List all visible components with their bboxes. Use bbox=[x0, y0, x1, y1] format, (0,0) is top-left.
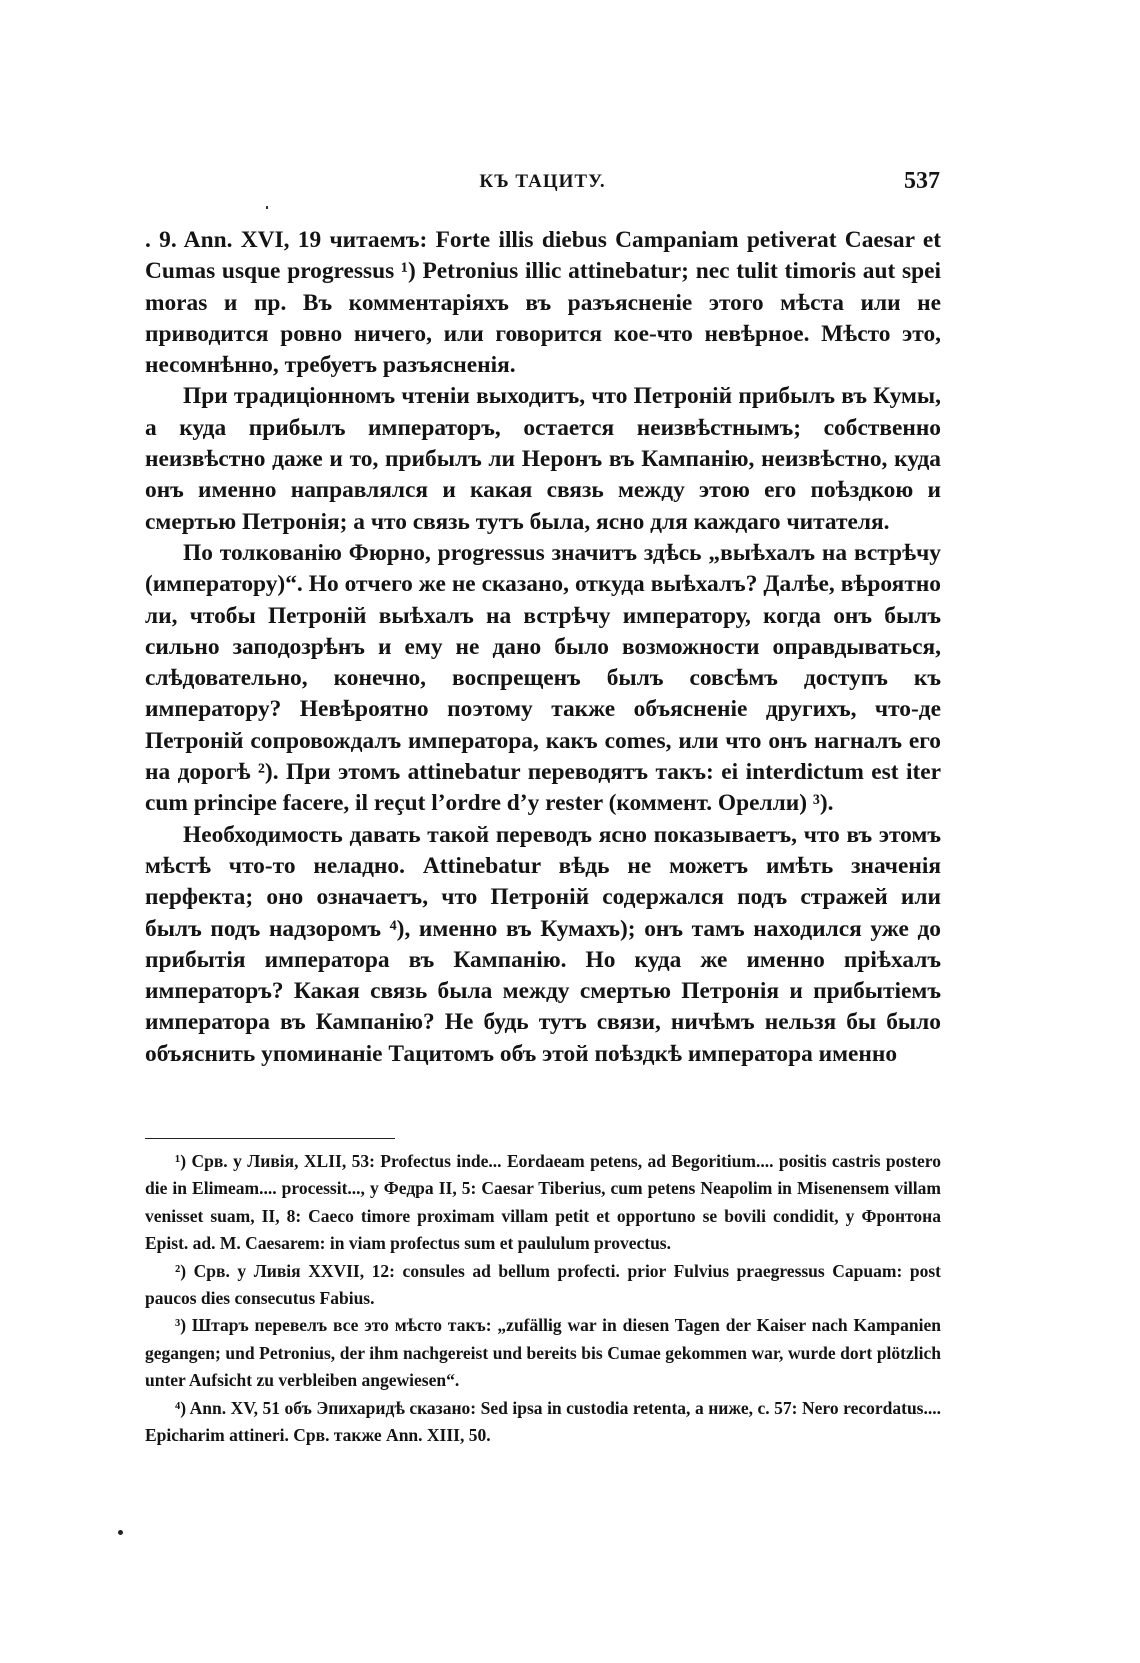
main-text bbox=[145, 225, 941, 1070]
footnote: ³) Штаръ перевелъ все это мѣсто такъ: „zufällig war in diesen Tagen der Kaiser nach Kampanien gegangen; und Petronius, der ihm nachgereist und bereits bis Cumae gekommen war, wurde dort plötzlich unter Aufsicht zu verbleiben angewiesen“. bbox=[145, 1315, 941, 1391]
page-number: 537 bbox=[904, 168, 940, 194]
paragraph: По толкованію Фюрно, progressus значитъ здѣсь „выѣхалъ на встрѣчу (императору)“. Но отчего же не сказано, откуда выѣхалъ? Далѣе, вѣроятно ли, чтобы Петроній выѣхалъ на встрѣчу императору, когда онъ былъ сильно заподозрѣнъ и ему не дано было возможности оправдываться, слѣдовательно, конечно, воспрещенъ былъ совсѣмъ доступъ къ императору? Невѣроятно поэтому также объясненіе другихъ, что-де Петроній сопровождалъ императора, какъ comes, или что онъ нагналъ его на дорогѣ ²). При этомъ attinebatur переводятъ такъ: ei interdictum est iter cum principe facere, il reçut l’ordre d’y rester (коммент. Орелли) ³). bbox=[145, 539, 941, 817]
print-speck bbox=[118, 1530, 123, 1535]
paragraph: . 9. Ann. XVI, 19 читаемъ: Forte illis diebus Campaniam petiverat Caesar et Cumas usque progressus ¹) Petronius illic attinebatur; nec tulit timoris aut spei moras и пр. Въ комментаріяхъ въ разъясненіе этого мѣста или не приводится ровно ничего, или говорится кое-что невѣрное. Мѣсто это, несомнѣнно, требуетъ разъясненія. bbox=[145, 227, 941, 379]
footnote: ¹) Срв. у Ливія, XLII, 53: Profectus inde... Eordaeam petens, ad Begoritium.... positis castris postero die in Elimeam.... processit..., у Федра II, 5: Caesar Tiberius, cum petens Neapolim in Misenensem villam venisset suam, II, 8: Caeco timore proximam villam petit et opportuno se bovili condidit, у Фронтона Epist. ad. M. Caesarem: in viam profectus sum et paululum provectus. bbox=[145, 1151, 941, 1254]
footnotes bbox=[145, 1148, 941, 1449]
paragraph: Необходимость давать такой переводъ ясно показываетъ, что въ этомъ мѣстѣ что-то неладно. Attinebatur вѣдь не можетъ имѣть значенія перфекта; оно означаетъ, что Петроній содержался подъ стражей или былъ подъ надзоромъ ⁴), именно въ Кумахъ); онъ тамъ находился уже до прибытія императора въ Кампанію. Но куда же именно пріѣхалъ императоръ? Какая связь была между смертью Петронія и прибытіемъ императора въ Кампанію? Не будь тутъ связи, ничѣмъ нельзя бы было объяснить упоминаніе Тацитомъ объ этой поѣздкѣ императора именно bbox=[145, 821, 941, 1067]
print-speck bbox=[266, 206, 268, 209]
footnote: ⁴) Ann. XV, 51 объ Эпихаридѣ сказано: Sed ipsa in custodia retenta, а ниже, с. 57: Nero recordatus.... Epicharim attineri. Срв. также Ann. XIII, 50. bbox=[145, 1397, 941, 1446]
footnote: ²) Срв. у Ливія XXVII, 12: consules ad bellum profecti. prior Fulvius praegressus Capuam: post paucos dies consecutus Fabius. bbox=[145, 1260, 941, 1309]
page-header bbox=[145, 168, 940, 198]
running-head: КЪ ТАЦИТУ. bbox=[479, 171, 606, 192]
paragraph: При традиціонномъ чтеніи выходитъ, что Петроній прибылъ въ Кумы, а куда прибылъ императоръ, остается неизвѣстнымъ; собственно неизвѣстно даже и то, прибылъ ли Неронъ въ Кампанію, неизвѣстно, куда онъ именно направлялся и какая связь между этою его поѣздкою и смертью Петронія; а что связь тутъ была, ясно для каждаго читателя. bbox=[145, 383, 941, 535]
footnote-rule bbox=[145, 1138, 395, 1139]
